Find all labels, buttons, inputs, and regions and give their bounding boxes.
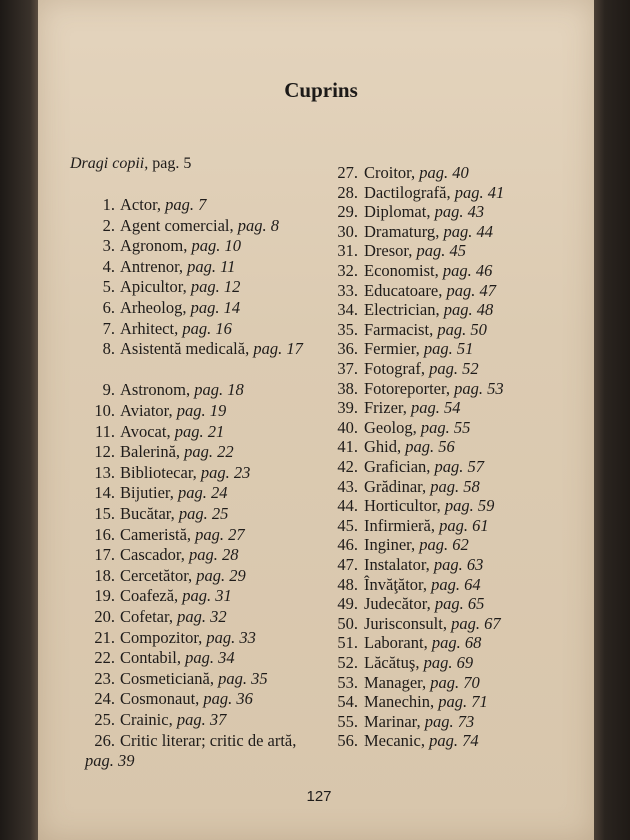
toc-entry-name: Inginer <box>364 535 411 555</box>
toc-entry-number: 30. <box>337 221 358 241</box>
toc-entry: 21. Compozitor, pag. 33 <box>85 628 256 648</box>
toc-entry-page: pag. 22 <box>184 442 234 462</box>
toc-entry: 46. Inginer, pag. 62 <box>330 535 469 555</box>
toc-entry-number: 53. <box>337 672 358 692</box>
toc-entry: 27. Croitor, pag. 40 <box>330 163 469 183</box>
toc-entry-page: pag. 12 <box>190 277 241 297</box>
toc-entry-page: pag. 74 <box>429 731 479 751</box>
toc-entry-number: 14. <box>94 483 115 503</box>
toc-entry-name: Dramaturg <box>364 221 436 241</box>
toc-entry-number: 52. <box>337 653 358 672</box>
toc-entry: 20. Cofetar, pag. 32 <box>85 607 227 627</box>
toc-entry-name: Judecător <box>364 594 427 614</box>
toc-entry-page: pag. 52 <box>429 359 479 378</box>
toc-entry-page: pag. 35 <box>218 668 268 688</box>
toc-entry: 30. Dramaturg, pag. 44 <box>330 222 493 242</box>
toc-entry-number: 33. <box>337 280 358 300</box>
toc-entry-number: 3. <box>102 236 115 256</box>
toc-entry-number: 47. <box>337 555 358 574</box>
toc-entry: 7. Arhitect, pag. 16 <box>85 319 232 339</box>
toc-entry-number: 29. <box>337 202 358 222</box>
toc-entry-number: 5. <box>102 277 115 297</box>
toc-entry-number: 15. <box>94 504 115 523</box>
toc-entry-number: 44. <box>337 496 358 516</box>
toc-entry-name: Fermier <box>364 339 416 359</box>
toc-entry-name: Ghid <box>364 437 397 457</box>
toc-entry-page: pag. 67 <box>451 613 501 633</box>
toc-entry-name: Învăţător <box>364 574 423 594</box>
toc-entry-name: Agronom <box>120 236 184 256</box>
toc-entry-number: 55. <box>337 711 358 731</box>
toc-entry-number: 27. <box>337 163 358 182</box>
toc-entry: 36. Fermier, pag. 51 <box>330 339 473 359</box>
toc-entry-name: Croitor <box>364 163 412 182</box>
toc-entry: 16. Cameristă, pag. 27 <box>85 525 245 545</box>
toc-entry-page: pag. 71 <box>438 692 488 712</box>
toc-entry-name: Bibliotecar <box>120 462 193 482</box>
toc-entry-page: pag. 7 <box>165 195 207 214</box>
toc-entry-page: pag. 47 <box>446 280 496 300</box>
toc-entry: 49. Judecător, pag. 65 <box>330 594 484 614</box>
toc-entry-number: 4. <box>102 256 115 276</box>
toc-entry-number: 37. <box>337 359 358 378</box>
toc-entry-name: Instalator <box>364 555 426 574</box>
toc-entry-page: pag. 54 <box>411 398 461 418</box>
toc-entry: 38. Fotoreporter, pag. 53 <box>330 379 504 399</box>
toc-entry: 11. Avocat, pag. 21 <box>85 422 224 442</box>
toc-entry-name: Bijutier <box>120 483 170 503</box>
toc-entry-name: Electrician <box>364 300 436 320</box>
toc-entry-page: pag. 61 <box>439 515 489 535</box>
toc-entry-number: 38. <box>337 378 358 398</box>
toc-entry-name: Horticultor <box>364 496 437 516</box>
toc-entry-name: Marinar <box>364 711 417 731</box>
toc-entry-number: 26. <box>94 730 115 750</box>
toc-entry-page: pag. 17 <box>253 339 303 359</box>
toc-entry-number: 19. <box>94 586 115 606</box>
toc-entry-number: 50. <box>337 613 358 633</box>
toc-entry-page: pag. 24 <box>178 483 228 503</box>
toc-entry-name: Arhitect <box>120 318 175 338</box>
toc-entry: 26. Critic literar; critic de artă, pag. 39 <box>85 730 297 770</box>
toc-entry-number: 9. <box>102 380 115 400</box>
toc-entry-number: 41. <box>337 437 358 457</box>
toc-entry: 25. Crainic, pag. 37 <box>85 710 226 730</box>
toc-entry: 48. Învăţător, pag. 64 <box>330 575 481 595</box>
toc-entry: 19. Coafeză, pag. 31 <box>85 586 232 606</box>
toc-entry-number: 45. <box>337 515 358 535</box>
toc-entry-page: pag. 59 <box>444 496 495 516</box>
toc-entry: 53. Manager, pag. 70 <box>330 673 480 693</box>
toc-entry: 3. Agronom, pag. 10 <box>85 236 241 256</box>
toc-entry: 2. Agent comercial, pag. 8 <box>85 216 279 236</box>
toc-entry-page: pag. 53 <box>454 378 504 398</box>
toc-entry-page: pag. 48 <box>443 300 494 320</box>
toc-entry-name: Fotograf <box>364 359 421 378</box>
toc-entry-page: pag. 23 <box>200 462 251 482</box>
toc-entry-name: Balerină <box>120 442 176 462</box>
toc-entry-name: Diplomat <box>364 202 427 222</box>
toc-entry: 40. Geolog, pag. 55 <box>330 418 470 438</box>
intro-text: Dragi copii <box>70 155 145 172</box>
toc-entry-page: pag. 25 <box>178 504 229 523</box>
toc-entry-page: pag. 34 <box>185 648 235 668</box>
toc-entry: 15. Bucătar, pag. 25 <box>85 504 228 524</box>
toc-entry-number: 35. <box>337 319 358 339</box>
toc-entry-page: pag. 56 <box>405 437 455 457</box>
toc-entry-page: pag. 69 <box>423 653 474 672</box>
toc-entry: 18. Cercetător, pag. 29 <box>85 566 246 586</box>
toc-entry-page: pag. 50 <box>437 319 487 339</box>
toc-entry-page: pag. 18 <box>194 380 244 400</box>
toc-entry: 17. Cascador, pag. 28 <box>85 545 238 565</box>
toc-entry-name: Asistentă medicală <box>120 339 246 359</box>
toc-entry: 6. Arheolog, pag. 14 <box>85 298 240 318</box>
toc-entry: 43. Grădinar, pag. 58 <box>330 477 480 497</box>
toc-entry-page: pag. 63 <box>433 555 484 574</box>
toc-entry-number: 25. <box>94 710 115 729</box>
toc-entry: 33. Educatoare, pag. 47 <box>330 281 496 301</box>
toc-entry: 5. Apicultor, pag. 12 <box>85 277 240 297</box>
toc-entry-page: pag. 46 <box>442 261 493 280</box>
toc-entry-page: pag. 8 <box>237 215 279 235</box>
toc-entry-number: 10. <box>94 401 115 420</box>
toc-entry-number: 49. <box>337 594 358 614</box>
toc-entry-page: pag. 70 <box>430 672 480 692</box>
toc-entry-name: Cosmonaut <box>120 689 196 709</box>
toc-entry-name: Bucătar <box>120 504 171 523</box>
toc-entry-number: 8. <box>102 339 115 359</box>
toc-entry-name: Cascador <box>120 545 181 565</box>
toc-entry: 50. Jurisconsult, pag. 67 <box>330 614 501 634</box>
toc-entry-page: pag. 14 <box>190 298 241 317</box>
toc-entry-page: pag. 45 <box>416 241 466 261</box>
toc-entry-page: pag. 43 <box>434 202 485 222</box>
toc-entry-name: Critic literar; critic de artă <box>120 730 293 750</box>
toc-entry-name: Infirmieră <box>364 515 431 535</box>
toc-entry-name: Jurisconsult <box>364 613 443 633</box>
toc-entry-name: Educatoare <box>364 280 439 300</box>
toc-entry-number: 24. <box>94 689 115 709</box>
toc-entry-page: pag. 62 <box>419 535 469 555</box>
toc-entry-page: pag. 51 <box>423 339 474 359</box>
toc-entry-page: pag. 29 <box>196 565 246 585</box>
toc-entry-name: Cosmeticiană <box>120 668 210 688</box>
toc-entry: 12. Balerină, pag. 22 <box>85 442 234 462</box>
toc-entry-number: 54. <box>337 692 358 712</box>
intro-page: pag. 5 <box>152 155 192 172</box>
toc-entry-page: pag. 28 <box>188 545 239 565</box>
toc-entry-number: 22. <box>94 648 115 668</box>
toc-entry-page: pag. 32 <box>177 607 227 626</box>
toc-entry-name: Contabil <box>120 648 177 668</box>
toc-entry-number: 39. <box>337 398 358 418</box>
toc-entry-number: 46. <box>337 535 358 555</box>
toc-entry: 37. Fotograf, pag. 52 <box>330 359 479 379</box>
toc-entry: 14. Bijutier, pag. 24 <box>85 483 228 503</box>
toc-entry-number: 48. <box>337 574 358 594</box>
toc-entry: 35. Farmacist, pag. 50 <box>330 320 487 340</box>
toc-entry-name: Grafician <box>364 457 427 476</box>
toc-entry-page: pag. 55 <box>420 417 471 437</box>
toc-entry: 23. Cosmeticiană, pag. 35 <box>85 669 268 689</box>
toc-entry-name: Mecanic <box>364 731 421 751</box>
toc-entry-name: Manager <box>364 672 422 692</box>
toc-entry-name: Lăcătuş <box>364 653 416 672</box>
toc-entry-number: 42. <box>337 457 358 476</box>
toc-entry-number: 18. <box>94 565 115 585</box>
toc-entry-number: 34. <box>337 300 358 320</box>
book-edge-right <box>594 0 630 840</box>
toc-entry-page: pag. 31 <box>182 586 232 606</box>
toc-entry-name: Cercetător <box>120 565 189 585</box>
toc-entry-name: Farmacist <box>364 319 430 339</box>
toc-entry: 10. Aviator, pag. 19 <box>85 401 226 421</box>
toc-entry-name: Coafeză <box>120 586 175 606</box>
toc-entry: 32. Economist, pag. 46 <box>330 261 492 281</box>
toc-entry-page: pag. 65 <box>434 594 485 614</box>
toc-entry: 1. Actor, pag. 7 <box>85 195 206 215</box>
toc-entry-page: pag. 27 <box>195 524 245 544</box>
toc-entry-number: 2. <box>102 215 115 235</box>
toc-entry-number: 51. <box>337 633 358 653</box>
toc-entry-page: pag. 40 <box>419 163 469 182</box>
toc-entry-number: 16. <box>94 524 115 544</box>
toc-entry: 45. Infirmieră, pag. 61 <box>330 516 489 536</box>
toc-entry: 29. Diplomat, pag. 43 <box>330 202 484 222</box>
toc-entry-number: 23. <box>94 668 115 688</box>
toc-entry-number: 6. <box>102 298 115 317</box>
toc-entry-number: 7. <box>102 318 115 338</box>
toc-entry-name: Cameristă <box>120 524 187 544</box>
toc-entry-name: Manechin <box>364 692 430 712</box>
toc-entry: 54. Manechin, pag. 71 <box>330 692 488 712</box>
toc-entry-page: pag. 58 <box>430 476 480 496</box>
toc-entry-number: 21. <box>94 627 115 647</box>
toc-entry-number: 28. <box>337 182 358 202</box>
toc-entry-page: pag. 37 <box>176 710 227 729</box>
toc-entry: 22. Contabil, pag. 34 <box>85 648 235 668</box>
toc-entry: 52. Lăcătuş, pag. 69 <box>330 653 473 673</box>
toc-entry-number: 32. <box>337 261 358 280</box>
toc-entry-name: Crainic <box>120 710 169 729</box>
toc-entry-page: pag. 36 <box>203 689 253 709</box>
toc-entry-number: 11. <box>94 421 115 441</box>
toc-entry-name: Laborant <box>364 633 424 653</box>
toc-entry: 31. Dresor, pag. 45 <box>330 241 466 261</box>
toc-entry-name: Avocat <box>120 421 167 441</box>
toc-entry-number: 20. <box>94 607 115 626</box>
book-edge-left <box>0 0 38 840</box>
page-title: Cuprins <box>284 78 358 102</box>
toc-entry-name: Economist <box>364 261 435 280</box>
toc-entry-name: Geolog <box>364 417 413 437</box>
toc-entry: 47. Instalator, pag. 63 <box>330 555 483 575</box>
page-number: 127 <box>306 788 332 805</box>
toc-entry: 13. Bibliotecar, pag. 23 <box>85 463 250 483</box>
toc-entry-number: 43. <box>337 476 358 496</box>
toc-entry: 34. Electrician, pag. 48 <box>330 300 493 320</box>
toc-entry-name: Cofetar <box>120 607 169 626</box>
toc-entry-name: Grădinar <box>364 476 422 496</box>
toc-entry-name: Apicultor <box>120 277 183 297</box>
toc-entry-number: 31. <box>337 241 358 261</box>
toc-entry-name: Actor <box>120 195 157 214</box>
toc-entry-page: pag. 10 <box>191 236 241 256</box>
toc-entry-name: Fotoreporter <box>364 378 446 398</box>
toc-entry-name: Arheolog <box>120 298 183 317</box>
book-page <box>38 0 594 840</box>
toc-entry-page: pag. 39 <box>85 750 135 770</box>
toc-entry: 8. Asistentă medicală, pag. 17 <box>85 339 305 359</box>
toc-entry: 55. Marinar, pag. 73 <box>330 712 474 732</box>
toc-entry-name: Aviator <box>120 401 169 420</box>
toc-entry-number: 1. <box>102 195 115 214</box>
toc-entry: 39. Frizer, pag. 54 <box>330 398 461 418</box>
toc-entry-page: pag. 73 <box>424 711 475 731</box>
toc-entry-page: pag. 57 <box>434 457 485 476</box>
toc-entry: 42. Grafician, pag. 57 <box>330 457 484 477</box>
toc-entry-name: Dactilografă <box>364 182 447 202</box>
toc-entry-name: Astronom <box>120 380 186 400</box>
toc-entry-name: Compozitor <box>120 627 199 647</box>
toc-entry-page: pag. 64 <box>431 574 481 594</box>
toc-entry-page: pag. 68 <box>431 633 482 653</box>
toc-entry-name: Antrenor <box>120 256 179 276</box>
toc-entry: 28. Dactilografă, pag. 41 <box>330 183 504 203</box>
toc-entry-number: 40. <box>337 417 358 437</box>
toc-entry: 51. Laborant, pag. 68 <box>330 633 481 653</box>
toc-entry: 24. Cosmonaut, pag. 36 <box>85 689 253 709</box>
intro-entry: Dragi copii, pag. 5 <box>70 155 192 172</box>
toc-entry-number: 17. <box>94 545 115 565</box>
toc-entry: 41. Ghid, pag. 56 <box>330 437 455 457</box>
toc-entry-name: Frizer <box>364 398 403 418</box>
toc-entry-page: pag. 21 <box>174 421 225 441</box>
toc-entry-number: 36. <box>337 339 358 359</box>
toc-entry: 44. Horticultor, pag. 59 <box>330 496 494 516</box>
toc-entry: 9. Astronom, pag. 18 <box>85 380 244 400</box>
toc-entry-page: pag. 33 <box>206 627 256 647</box>
toc-entry-page: pag. 16 <box>182 318 232 338</box>
toc-entry-name: Agent comercial <box>120 215 230 235</box>
toc-entry-name: Dresor <box>364 241 409 261</box>
toc-entry-number: 12. <box>94 442 115 462</box>
toc-entry-page: pag. 44 <box>443 221 493 241</box>
toc-entry-page: pag. 41 <box>454 182 505 202</box>
toc-entry-number: 13. <box>94 462 115 482</box>
toc-entry-number: 56. <box>337 731 358 751</box>
toc-entry: 56. Mecanic, pag. 74 <box>330 731 479 751</box>
toc-entry-page: pag. 11 <box>187 256 236 276</box>
toc-entry: 4. Antrenor, pag. 11 <box>85 257 235 277</box>
toc-entry-page: pag. 19 <box>176 401 227 420</box>
